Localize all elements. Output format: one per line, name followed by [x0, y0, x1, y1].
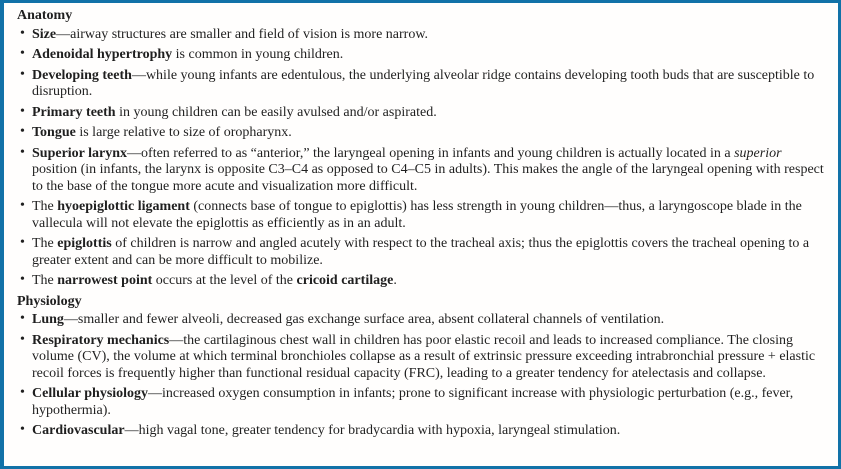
- body-text: The: [32, 199, 58, 214]
- section-heading: Anatomy: [17, 8, 73, 23]
- bullet-item: [20, 386, 825, 419]
- bullet-item: [20, 423, 825, 440]
- body-text: in young children can be easily avulsed and/or aspirated.: [115, 104, 437, 120]
- bullet-item: [20, 27, 825, 44]
- body-text: is large relative to size of oropharynx.: [75, 125, 292, 140]
- bullet-icon: •: [20, 144, 25, 160]
- body-text: —increased oxygen consumption in infants; prone to significant increase with physiologic perturbation (e.g., fever, hypothermia).: [32, 386, 794, 418]
- bullet-icon: •: [20, 25, 25, 41]
- bold-text: Primary teeth: [32, 104, 116, 120]
- document-content: [17, 8, 825, 440]
- bullet-icon: •: [20, 331, 25, 347]
- bold-text: Size: [32, 26, 57, 42]
- bold-text: Cellular physiology: [32, 386, 149, 401]
- bullet-item: [20, 273, 825, 290]
- body-text: —airway structures are smaller and field of vision is more narrow.: [56, 26, 429, 42]
- bullet-icon: •: [20, 198, 25, 213]
- bold-text: narrowest point: [57, 273, 153, 288]
- body-text: —the cartilaginous chest wall in children has poor elastic recoil and leads to increased compliance. The closing volume (CV), the volume at which terminal bronchioles collapse as a result of extrinsic pressure exceeding intrabronchial pressure + elastic recoil forces is frequently higher than functional residual capacity (FRC), leading to a greater tendency for atelectasis and collapse.: [32, 332, 816, 381]
- body-text: of children is narrow and angled acutely with respect to the tracheal axis; thus the epiglottis covers the tracheal opening to a greater extent and can be more difficult to mobilize.: [32, 236, 810, 268]
- bullet-item: [20, 236, 825, 269]
- bullet-icon: •: [20, 124, 25, 139]
- bold-text: Superior larynx: [32, 145, 128, 161]
- bold-text: hyoepiglottic ligament: [57, 199, 190, 214]
- bullet-item: [20, 312, 825, 329]
- body-text: The: [32, 273, 58, 288]
- body-text: .: [393, 273, 397, 288]
- bold-text: cricoid cartilage: [296, 273, 394, 288]
- bullet-icon: •: [20, 46, 25, 61]
- body-text: is common in young children.: [172, 47, 344, 62]
- bullet-icon: •: [20, 311, 25, 326]
- bullet-item: [20, 146, 825, 196]
- bullet-list: [17, 27, 825, 290]
- body-text: —smaller and fewer alveoli, decreased gas exchange surface area, absent collateral channels of ventilation.: [63, 312, 665, 327]
- section-heading: Physiology: [17, 293, 82, 309]
- body-text: —often referred to as “anterior,” the laryngeal opening in infants and young children is actually located in a: [127, 145, 735, 161]
- bold-text: Lung: [32, 312, 64, 327]
- bold-text: Tongue: [32, 125, 76, 140]
- bullet-item: [20, 333, 825, 383]
- bullet-item: [20, 199, 825, 232]
- bullet-icon: •: [20, 103, 25, 119]
- bullet-icon: •: [20, 422, 25, 437]
- bold-text: Developing teeth: [32, 67, 132, 83]
- bold-text: Respiratory mechanics: [32, 332, 170, 348]
- bullet-list: [17, 312, 825, 440]
- bullet-item: [20, 68, 825, 101]
- bullet-icon: •: [20, 235, 25, 250]
- italic-text: superior: [734, 145, 782, 161]
- bullet-item: [20, 47, 825, 64]
- body-text: occurs at the level of the: [152, 273, 297, 288]
- body-text: position (in infants, the larynx is opposite C3–C4 as opposed to C4–C5 in adults). This makes the angle of the laryngeal opening with respect to the base of the tongue more acute and visualization more difficult.: [32, 162, 824, 194]
- bullet-icon: •: [20, 66, 25, 82]
- bullet-item: [20, 125, 825, 142]
- bold-text: Cardiovascular: [32, 423, 125, 438]
- bullet-icon: •: [20, 272, 25, 287]
- bold-text: epiglottis: [57, 236, 112, 251]
- body-text: —while young infants are edentulous, the underlying alveolar ridge contains developing tooth buds that are susceptible to disruption.: [32, 67, 815, 99]
- body-text: —high vagal tone, greater tendency for bradycardia with hypoxia, laryngeal stimulation.: [124, 423, 621, 438]
- bold-text: Adenoidal hypertrophy: [32, 47, 173, 62]
- bullet-icon: •: [20, 385, 25, 400]
- body-text: (connects base of tongue to epiglottis) has less strength in young children—thus, a laryngoscope blade in the vallecula will not elevate the epiglottis as efficiently as in an adult.: [32, 199, 802, 231]
- bullet-item: [20, 105, 825, 122]
- body-text: The: [32, 236, 58, 251]
